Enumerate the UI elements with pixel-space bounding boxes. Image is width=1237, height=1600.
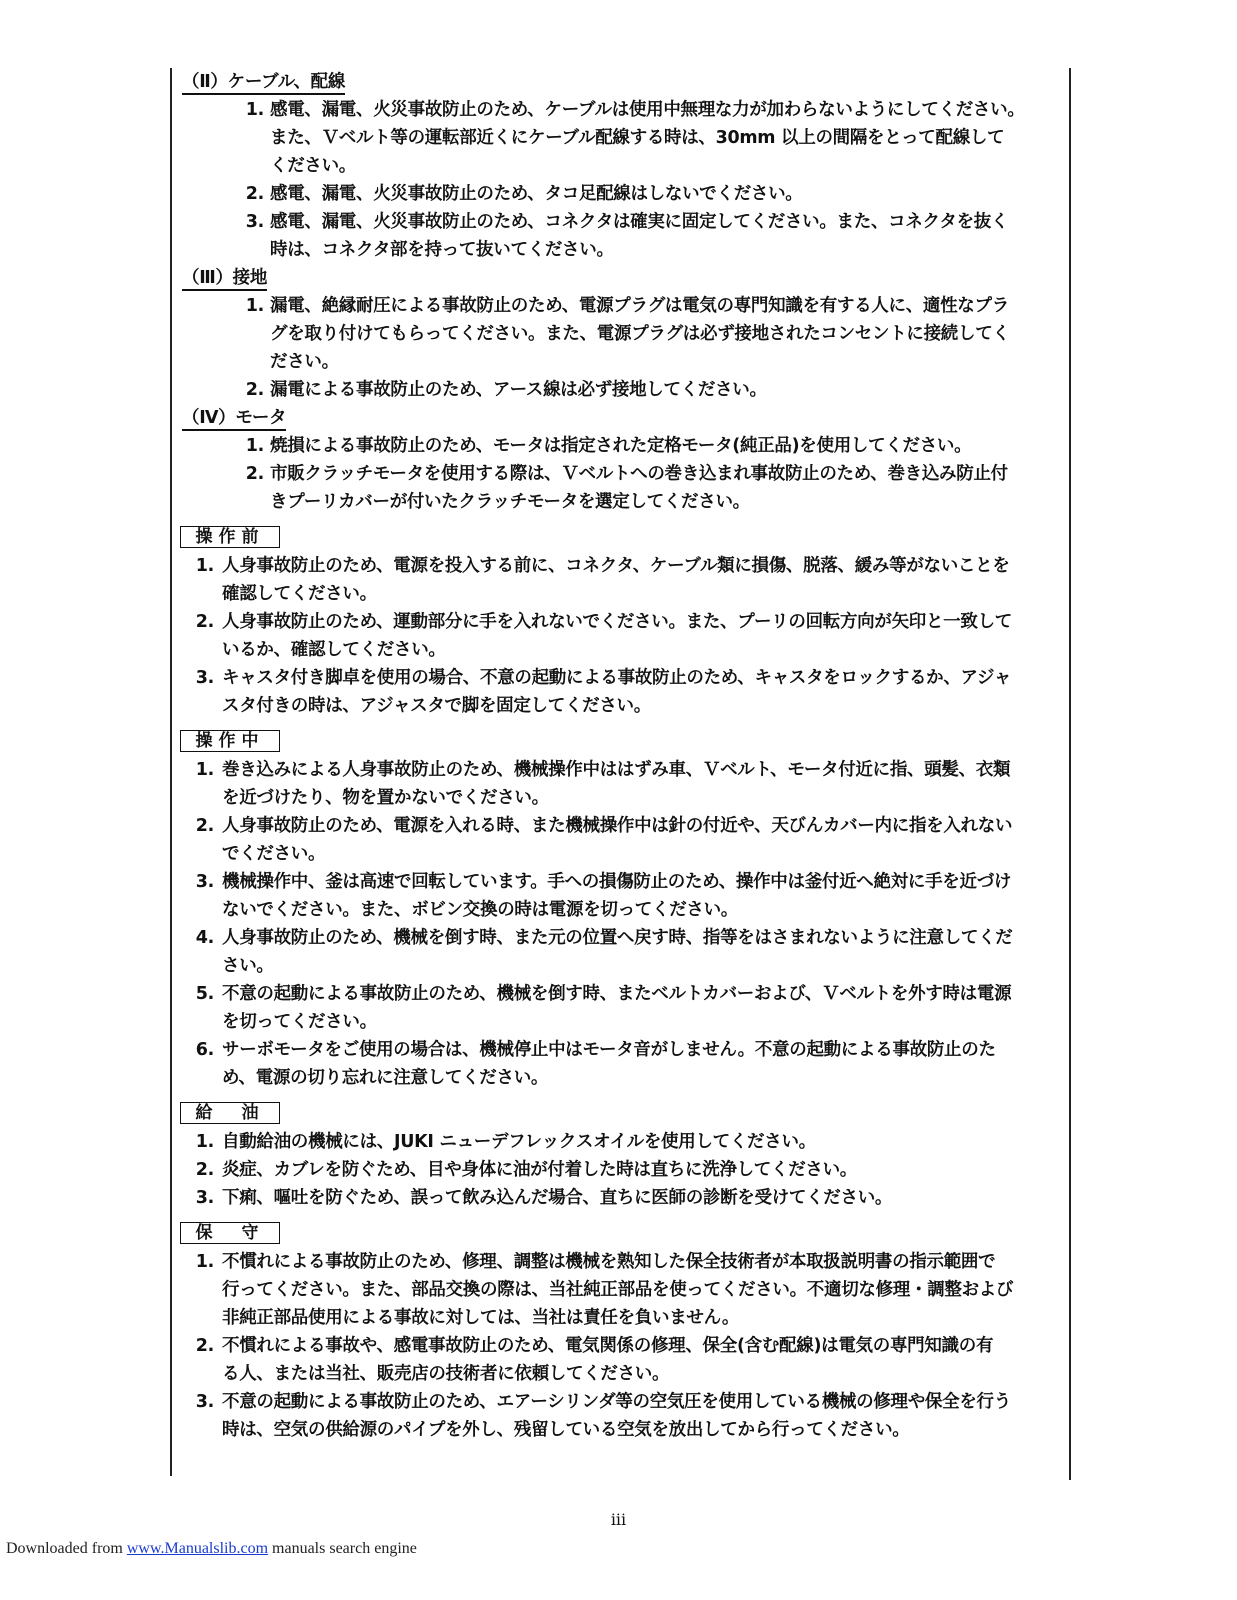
item-text: 巻き込みによる人身事故防止のため、機械操作中ははずみ車、Ｖベルト、モータ付近に指、頭髪、衣類: [222, 760, 1011, 780]
item-number: [180, 1064, 222, 1092]
item-number: 6.: [195, 1040, 214, 1060]
list-item-line: [180, 1304, 1064, 1332]
subsection-heading: [182, 68, 1064, 96]
item-text: 不慣れによる事故や、感電事故防止のため、電気関係の修理、保全(含む配線)は電気の専門知識の有: [222, 1336, 994, 1356]
item-text: 時は、コネクタ部を持って抜いてください。: [270, 240, 614, 260]
list-item-line: [180, 488, 1064, 516]
item-number: 1.: [245, 436, 264, 456]
list-item-line: [180, 1008, 1064, 1036]
item-number: [180, 636, 222, 664]
list-item-line: [180, 236, 1064, 264]
item-number: 1.: [195, 1132, 214, 1152]
list-item-line: [180, 1388, 1064, 1416]
item-number: [180, 348, 270, 376]
block-heading-row: [180, 730, 1064, 754]
item-text: キャスタ付き脚卓を使用の場合、不意の起動による事故防止のため、キャスタをロックするか、アジャ: [222, 668, 1012, 688]
item-number: [180, 1360, 222, 1388]
item-number: [180, 236, 270, 264]
item-text: ください。: [270, 156, 356, 176]
list-item-line: [180, 1416, 1064, 1444]
item-number: [180, 952, 222, 980]
item-number: 3.: [195, 1392, 214, 1412]
item-text: 感電、漏電、火災事故防止のため、コネクタは確実に固定してください。また、コネクタを抜く: [270, 212, 1009, 232]
item-number: [180, 840, 222, 868]
left-margin-rule: [170, 68, 172, 1476]
item-text: 感電、漏電、火災事故防止のため、タコ足配線はしないでください。: [270, 184, 803, 204]
list-item-line: [180, 320, 1064, 348]
list-item-line: [180, 96, 1064, 124]
item-text: 非純正部品使用による事故に対しては、当社は責任を負いません。: [222, 1308, 740, 1328]
item-text: 漏電による事故防止のため、アース線は必ず接地してください。: [270, 380, 767, 400]
list-item-line: [180, 180, 1064, 208]
item-number: [180, 692, 222, 720]
list-item-line: [180, 208, 1064, 236]
item-number: [180, 580, 222, 608]
item-text: いるか、確認してください。: [222, 640, 446, 660]
precaution-block: [180, 1222, 1064, 1444]
item-text: 市販クラッチモータを使用する際は、Ｖベルトへの巻き込まれ事故防止のため、巻き込み防止付: [270, 464, 1008, 484]
subsection-title: （Ⅳ）モータ: [182, 408, 286, 431]
item-text: る人、または当社、販売店の技術者に依頼してください。: [222, 1364, 670, 1384]
item-number: 2.: [195, 1336, 214, 1356]
list-item-line: [180, 1064, 1064, 1092]
item-number: 1.: [195, 760, 214, 780]
item-text: 時は、空気の供給源のパイプを外し、残留している空気を放出してから行ってください。: [222, 1420, 910, 1440]
footer-prefix: Downloaded from: [6, 1540, 127, 1557]
item-text: 下痢、嘔吐を防ぐため、誤って飲み込んだ場合、直ちに医師の診断を受けてください。: [222, 1188, 893, 1208]
item-text: 人身事故防止のため、機械を倒す時、また元の位置へ戻す時、指等をはさまれないように注意してくだ: [222, 928, 1013, 948]
document-body: [180, 68, 1064, 1444]
item-text: また、Ｖベルト等の運転部近くにケーブル配線する時は、30mm 以上の間隔をとって配線して: [270, 128, 1005, 148]
item-text: グを取り付けてもらってください。また、電源プラグは必ず接地されたコンセントに接続してく: [270, 324, 1010, 344]
item-text: 行ってください。また、部品交換の際は、当社純正部品を使ってください。不適切な修理・調整および: [222, 1280, 1014, 1300]
item-text: 不慣れによる事故防止のため、修理、調整は機械を熟知した保全技術者が本取扱説明書の指示範囲で: [222, 1252, 996, 1272]
item-text: 炎症、カブレを防ぐため、目や身体に油が付着した時は直ちに洗浄してください。: [222, 1160, 857, 1180]
item-text: 自動給油の機械には、JUKI ニューデフレックスオイルを使用してください。: [222, 1132, 816, 1152]
boxed-heading: 操作中: [180, 730, 280, 752]
subsection-heading: [182, 264, 1064, 292]
item-number: 1.: [195, 556, 214, 576]
block-heading-row: [180, 1222, 1064, 1246]
boxed-heading: 給 油: [180, 1102, 280, 1124]
subsection-title: （Ⅱ）ケーブル、配線: [182, 72, 345, 95]
item-number: [180, 152, 270, 180]
list-item-line: [180, 124, 1064, 152]
list-item-line: [180, 348, 1064, 376]
list-item-line: [180, 1276, 1064, 1304]
item-text: を近づけたり、物を置かないでください。: [222, 788, 549, 808]
list-item-line: [180, 784, 1064, 812]
block-heading-row: [180, 1102, 1064, 1126]
list-item-line: [180, 1248, 1064, 1276]
item-number: [180, 896, 222, 924]
item-number: 2.: [245, 184, 264, 204]
list-item-line: [180, 1128, 1064, 1156]
list-item-line: [180, 1184, 1064, 1212]
list-item-line: [180, 376, 1064, 404]
item-text: 不意の起動による事故防止のため、機械を倒す時、またベルトカバーおよび、Ｖベルトを外す時は電源: [222, 984, 1012, 1004]
item-number: [180, 1304, 222, 1332]
list-item-line: [180, 896, 1064, 924]
item-text: 不意の起動による事故防止のため、エアーシリンダ等の空気圧を使用している機械の修理や保全を行う: [222, 1392, 1011, 1412]
list-item-line: [180, 580, 1064, 608]
item-text: を切ってください。: [222, 1012, 377, 1032]
item-text: ださい。: [270, 352, 339, 372]
item-number: [180, 488, 270, 516]
download-footer: [6, 1540, 417, 1558]
list-item-line: [180, 608, 1064, 636]
list-item-line: [180, 812, 1064, 840]
item-text: 焼損による事故防止のため、モータは指定された定格モータ(純正品)を使用してください。: [270, 436, 972, 456]
item-text: 人身事故防止のため、運動部分に手を入れないでください。また、プーリの回転方向が矢印と一致して: [222, 612, 1012, 632]
list-item-line: [180, 152, 1064, 180]
item-number: 2.: [195, 612, 214, 632]
item-text: 人身事故防止のため、電源を投入する前に、コネクタ、ケーブル類に損傷、脱落、緩み等がないことを: [222, 556, 1010, 576]
item-number: [180, 1008, 222, 1036]
item-number: 3.: [245, 212, 264, 232]
boxed-heading: 保 守: [180, 1222, 280, 1244]
item-number: 1.: [245, 100, 264, 120]
list-item-line: [180, 460, 1064, 488]
list-item-line: [180, 868, 1064, 896]
item-text: さい。: [222, 956, 274, 976]
list-item-line: [180, 924, 1064, 952]
block-heading-row: [180, 526, 1064, 550]
list-item-line: [180, 952, 1064, 980]
footer-suffix: manuals search engine: [268, 1540, 417, 1557]
item-number: 5.: [195, 984, 214, 1004]
boxed-heading: 操作前: [180, 526, 280, 548]
list-item-line: [180, 692, 1064, 720]
list-item-line: [180, 1156, 1064, 1184]
item-number: [180, 1416, 222, 1444]
item-number: 3.: [195, 668, 214, 688]
item-number: 2.: [245, 380, 264, 400]
list-item-line: [180, 552, 1064, 580]
item-text: でください。: [222, 844, 326, 864]
subsection: [180, 264, 1064, 404]
item-number: [180, 320, 270, 348]
item-text: 感電、漏電、火災事故防止のため、ケーブルは使用中無理な力が加わらないようにしてください。: [270, 100, 1025, 120]
list-item-line: [180, 292, 1064, 320]
precaution-block: [180, 526, 1064, 720]
item-text: 人身事故防止のため、電源を入れる時、また機械操作中は針の付近や、天びんカバー内に指を入れない: [222, 816, 1013, 836]
item-number: [180, 784, 222, 812]
item-text: サーボモータをご使用の場合は、機械停止中はモータ音がしません。不意の起動による事故防止のた: [222, 1040, 996, 1060]
list-item-line: [180, 432, 1064, 460]
list-item-line: [180, 756, 1064, 784]
list-item-line: [180, 1036, 1064, 1064]
item-number: 2.: [245, 464, 264, 484]
item-number: 2.: [195, 1160, 214, 1180]
item-number: 3.: [195, 1188, 214, 1208]
item-number: [180, 1276, 222, 1304]
list-item-line: [180, 980, 1064, 1008]
item-number: [180, 124, 270, 152]
list-item-line: [180, 636, 1064, 664]
item-text: ないでください。また、ボビン交換の時は電源を切ってください。: [222, 900, 738, 920]
item-text: スタ付きの時は、アジャスタで脚を固定してください。: [222, 696, 651, 716]
list-item-line: [180, 1332, 1064, 1360]
item-text: 確認してください。: [222, 584, 377, 604]
item-text: きプーリカバーが付いたクラッチモータを選定してください。: [270, 492, 750, 512]
list-item-line: [180, 664, 1064, 692]
page-number: iii: [610, 1510, 627, 1529]
subsection-title: （Ⅲ）接地: [182, 268, 267, 291]
manualslib-link[interactable]: www.Manualslib.com: [126, 1540, 269, 1557]
item-text: め、電源の切り忘れに注意してください。: [222, 1068, 549, 1088]
precaution-block: [180, 1102, 1064, 1212]
precaution-block: [180, 730, 1064, 1092]
subsection: [180, 68, 1064, 264]
subsection-heading: [182, 404, 1064, 432]
item-number: 1.: [245, 296, 264, 316]
list-item-line: [180, 1360, 1064, 1388]
item-number: 2.: [195, 816, 214, 836]
item-number: 3.: [195, 872, 214, 892]
item-number: 1.: [195, 1252, 214, 1272]
item-number: 4.: [195, 928, 214, 948]
item-text: 漏電、絶縁耐圧による事故防止のため、電源プラグは電気の専門知識を有する人に、適性なプラ: [270, 296, 1009, 316]
subsection: [180, 404, 1064, 516]
list-item-line: [180, 840, 1064, 868]
right-margin-rule: [1069, 68, 1071, 1480]
item-text: 機械操作中、釜は高速で回転しています。手への損傷防止のため、操作中は釜付近へ絶対に手を近づけ: [222, 872, 1012, 892]
